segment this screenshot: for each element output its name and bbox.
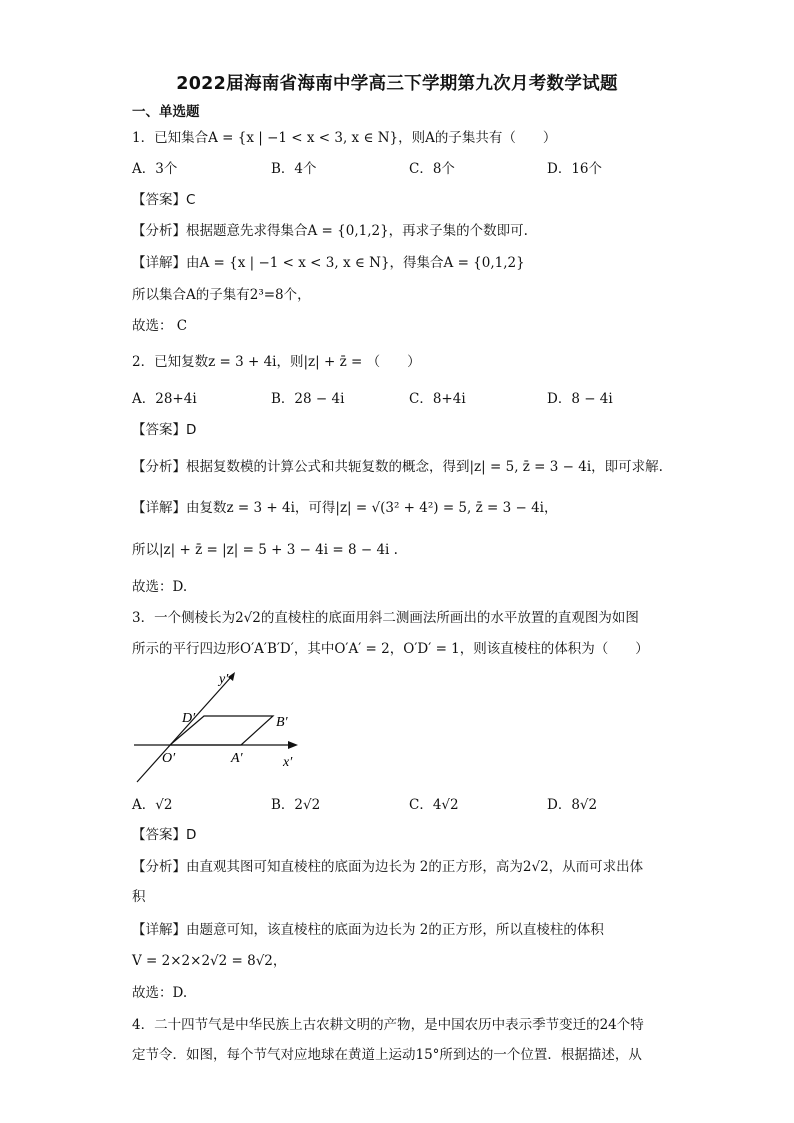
q3-option-c: C．4√2 — [409, 797, 459, 813]
q2-detail-line2: 所以|z| + z̄ = |z| = 5 + 3 − 4i = 8 − 4i . — [132, 542, 398, 558]
q2-answer: 【答案】D — [132, 422, 197, 438]
q3-choose: 故选：D. — [132, 985, 188, 1001]
q1-option-b: B．4个 — [271, 161, 317, 177]
q3-detail-line1: 【详解】由题意可知，该直棱柱的底面为边长为 2的正方形，所以直棱柱的体积 — [132, 922, 604, 938]
q2-choose: 故选：D. — [132, 579, 188, 595]
q3-analysis-line2: 积 — [132, 889, 146, 905]
q3-detail-line2: V = 2×2×2√2 = 8√2， — [132, 953, 287, 969]
q1-detail: 【详解】由A = {x | −1 < x < 3, x ∈ N}，得集合A = {0,1,2} — [132, 255, 525, 271]
q3-analysis-line1: 【分析】由直观其图可知直棱柱的底面为边长为 2的正方形，高为2√2，从而可求出体 — [132, 859, 644, 875]
q1-option-c: C．8个 — [409, 161, 455, 177]
q2-option-a: A．28+4i — [132, 391, 197, 407]
q1-stem: 1．已知集合A = {x | −1 < x < 3, x ∈ N}，则A的子集共有（ ） — [132, 130, 557, 146]
q2-option-c: C．8+4i — [409, 391, 466, 407]
label-a: A′ — [231, 751, 243, 766]
q4-line2: 定节令．如图，每个节气对应地球在黄道上运动15°所到达的一个位置．根据描述，从 — [132, 1047, 642, 1063]
q3-stem-line1: 3．一个侧棱长为2√2的直棱柱的底面用斜二测画法所画出的水平放置的直观图为如图 — [132, 610, 639, 626]
q2-stem: 2．已知复数z = 3 + 4i，则|z| + z̄ = （ ） — [132, 354, 421, 370]
label-x: x′ — [283, 755, 293, 770]
q4-line1: 4．二十四节气是中华民族上古农耕文明的产物，是中国农历中表示季节变迁的24个特 — [132, 1017, 644, 1033]
q2-detail: 【详解】由复数z = 3 + 4i，可得|z| = √(3² + 4²) = 5, z̄ = 3 − 4i， — [132, 500, 558, 516]
q3-option-b: B．2√2 — [271, 797, 321, 813]
q1-option-a: A．3个 — [132, 161, 178, 177]
page-title: 2022届海南省海南中学高三下学期第九次月考数学试题 — [176, 74, 618, 94]
section-heading: 一、单选题 — [132, 104, 200, 120]
q1-analysis: 【分析】根据题意先求得集合A = {0,1,2}，再求子集的个数即可. — [132, 223, 528, 239]
parallelogram-figure — [132, 668, 302, 790]
q1-detail-line2: 所以集合A的子集有2³=8个， — [132, 287, 311, 303]
q3-option-d: D．8√2 — [547, 797, 598, 813]
q2-analysis: 【分析】根据复数模的计算公式和共轭复数的概念，得到|z| = 5, z̄ = 3 − 4i，即可求解. — [132, 459, 663, 475]
x-axis-arrow-icon — [288, 741, 298, 749]
q2-option-d: D．8 − 4i — [547, 391, 613, 407]
q2-option-b: B．28 − 4i — [271, 391, 345, 407]
q3-answer: 【答案】D — [132, 827, 197, 843]
q3-stem-line2: 所示的平行四边形O′A′B′D′，其中O′A′ = 2，O′D′ = 1，则该直棱柱的体积为（ ） — [132, 641, 649, 657]
q1-answer: 【答案】C — [132, 192, 196, 208]
q1-option-d: D．16个 — [547, 161, 603, 177]
label-o: O′ — [162, 751, 176, 766]
label-d: D′ — [182, 711, 196, 726]
q1-choose: 故选： C — [132, 318, 188, 334]
q3-option-a: A．√2 — [132, 797, 173, 813]
label-b: B′ — [276, 715, 288, 730]
y-axis — [137, 676, 232, 782]
label-y: y′ — [219, 672, 229, 687]
